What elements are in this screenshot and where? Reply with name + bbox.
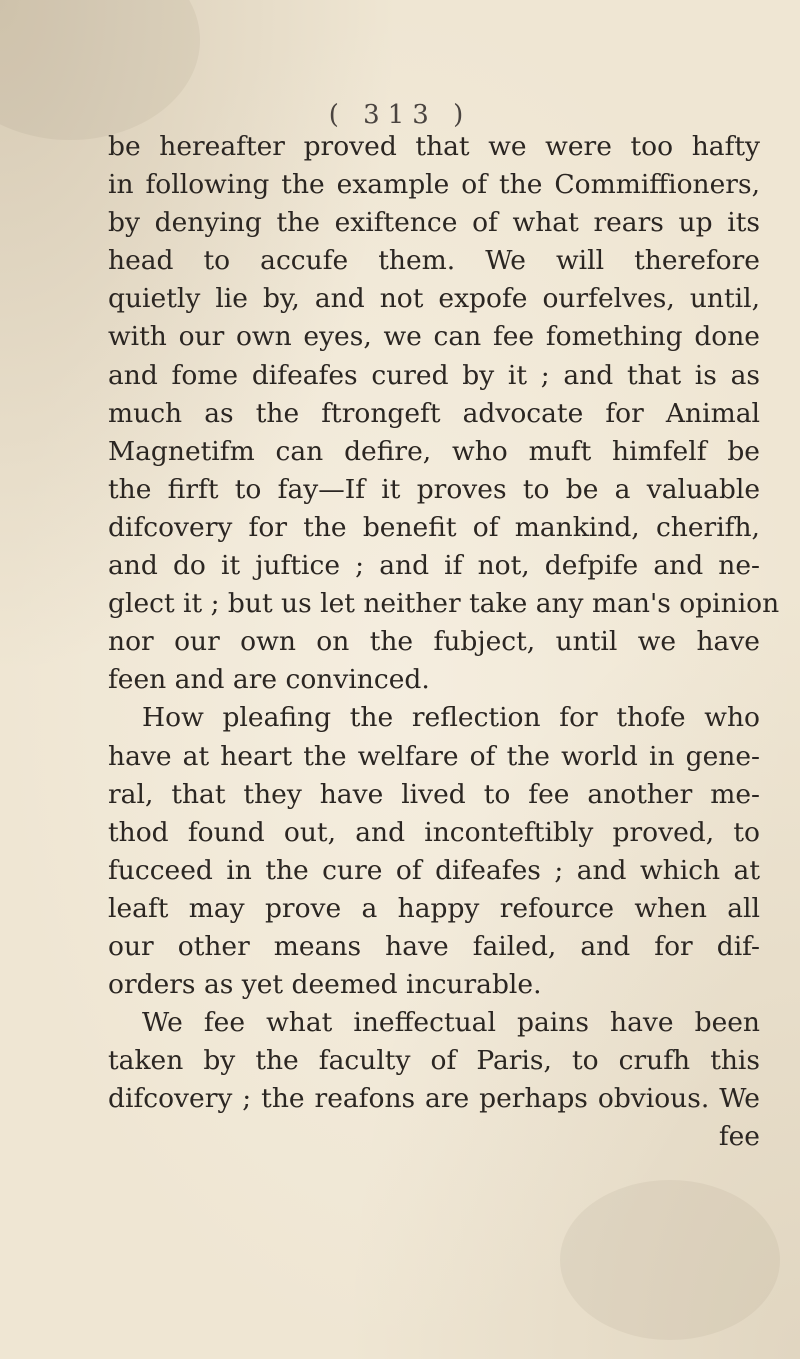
text-line: We fee what ineffectual pains have been — [142, 1007, 760, 1039]
text-line: our other means have failed, and for dif- — [108, 930, 760, 962]
text-line: taken by the faculty of Paris, to crufh this — [108, 1045, 760, 1077]
text-line: fucceed in the cure of difeafes ; and which at — [108, 854, 760, 886]
text-line: the firft to fay—If it proves to be a valuable — [108, 473, 760, 505]
text-line: be hereafter proved that we were too hafty — [108, 131, 760, 162]
text-line: orders as yet deemed incurable. — [108, 969, 542, 1001]
text-line: have at heart the welfare of the world in gene- — [108, 740, 760, 772]
body-text — [108, 128, 780, 1157]
text-line: thod found out, and inconteftibly proved, to — [108, 816, 760, 848]
text-line: with our own eyes, we can fee fomething done — [108, 321, 760, 353]
text-line: nor our own on the fubject, until we have — [108, 626, 760, 658]
text-line: difcovery ; the reafons are perhaps obvious. We — [108, 1083, 760, 1115]
text-line: by denying the exiftence of what rears up its — [108, 207, 760, 239]
text-line: Magnetifm can defire, who muft himfelf be — [108, 435, 760, 467]
catchword: fee — [718, 1121, 760, 1153]
text-line: much as the ftrongeft advocate for Animal — [108, 397, 760, 429]
page-number: ( 313 ) — [328, 100, 472, 130]
text-line: quietly lie by, and not expofe ourfelves, until, — [108, 283, 760, 315]
text-line: glect it ; but us let neither take any man's opinion — [108, 588, 780, 620]
text-line: difcovery for the benefit of mankind, cherifh, — [108, 511, 760, 543]
text-line: leaft may prove a happy refource when all — [108, 892, 760, 924]
text-line: and fome difeafes cured by it ; and that is as — [108, 359, 760, 391]
text-line: head to accufe them. We will therefore — [108, 245, 760, 277]
paper-stain — [560, 1180, 780, 1340]
text-line: in following the example of the Commiffioners, — [108, 169, 760, 201]
text-line: How pleafing the reflection for thofe who — [142, 702, 760, 734]
text-line: ral, that they have lived to fee another me- — [108, 778, 760, 810]
text-line: feen and are convinced. — [108, 664, 430, 696]
text-line: and do it juftice ; and if not, defpife and ne- — [108, 550, 760, 582]
